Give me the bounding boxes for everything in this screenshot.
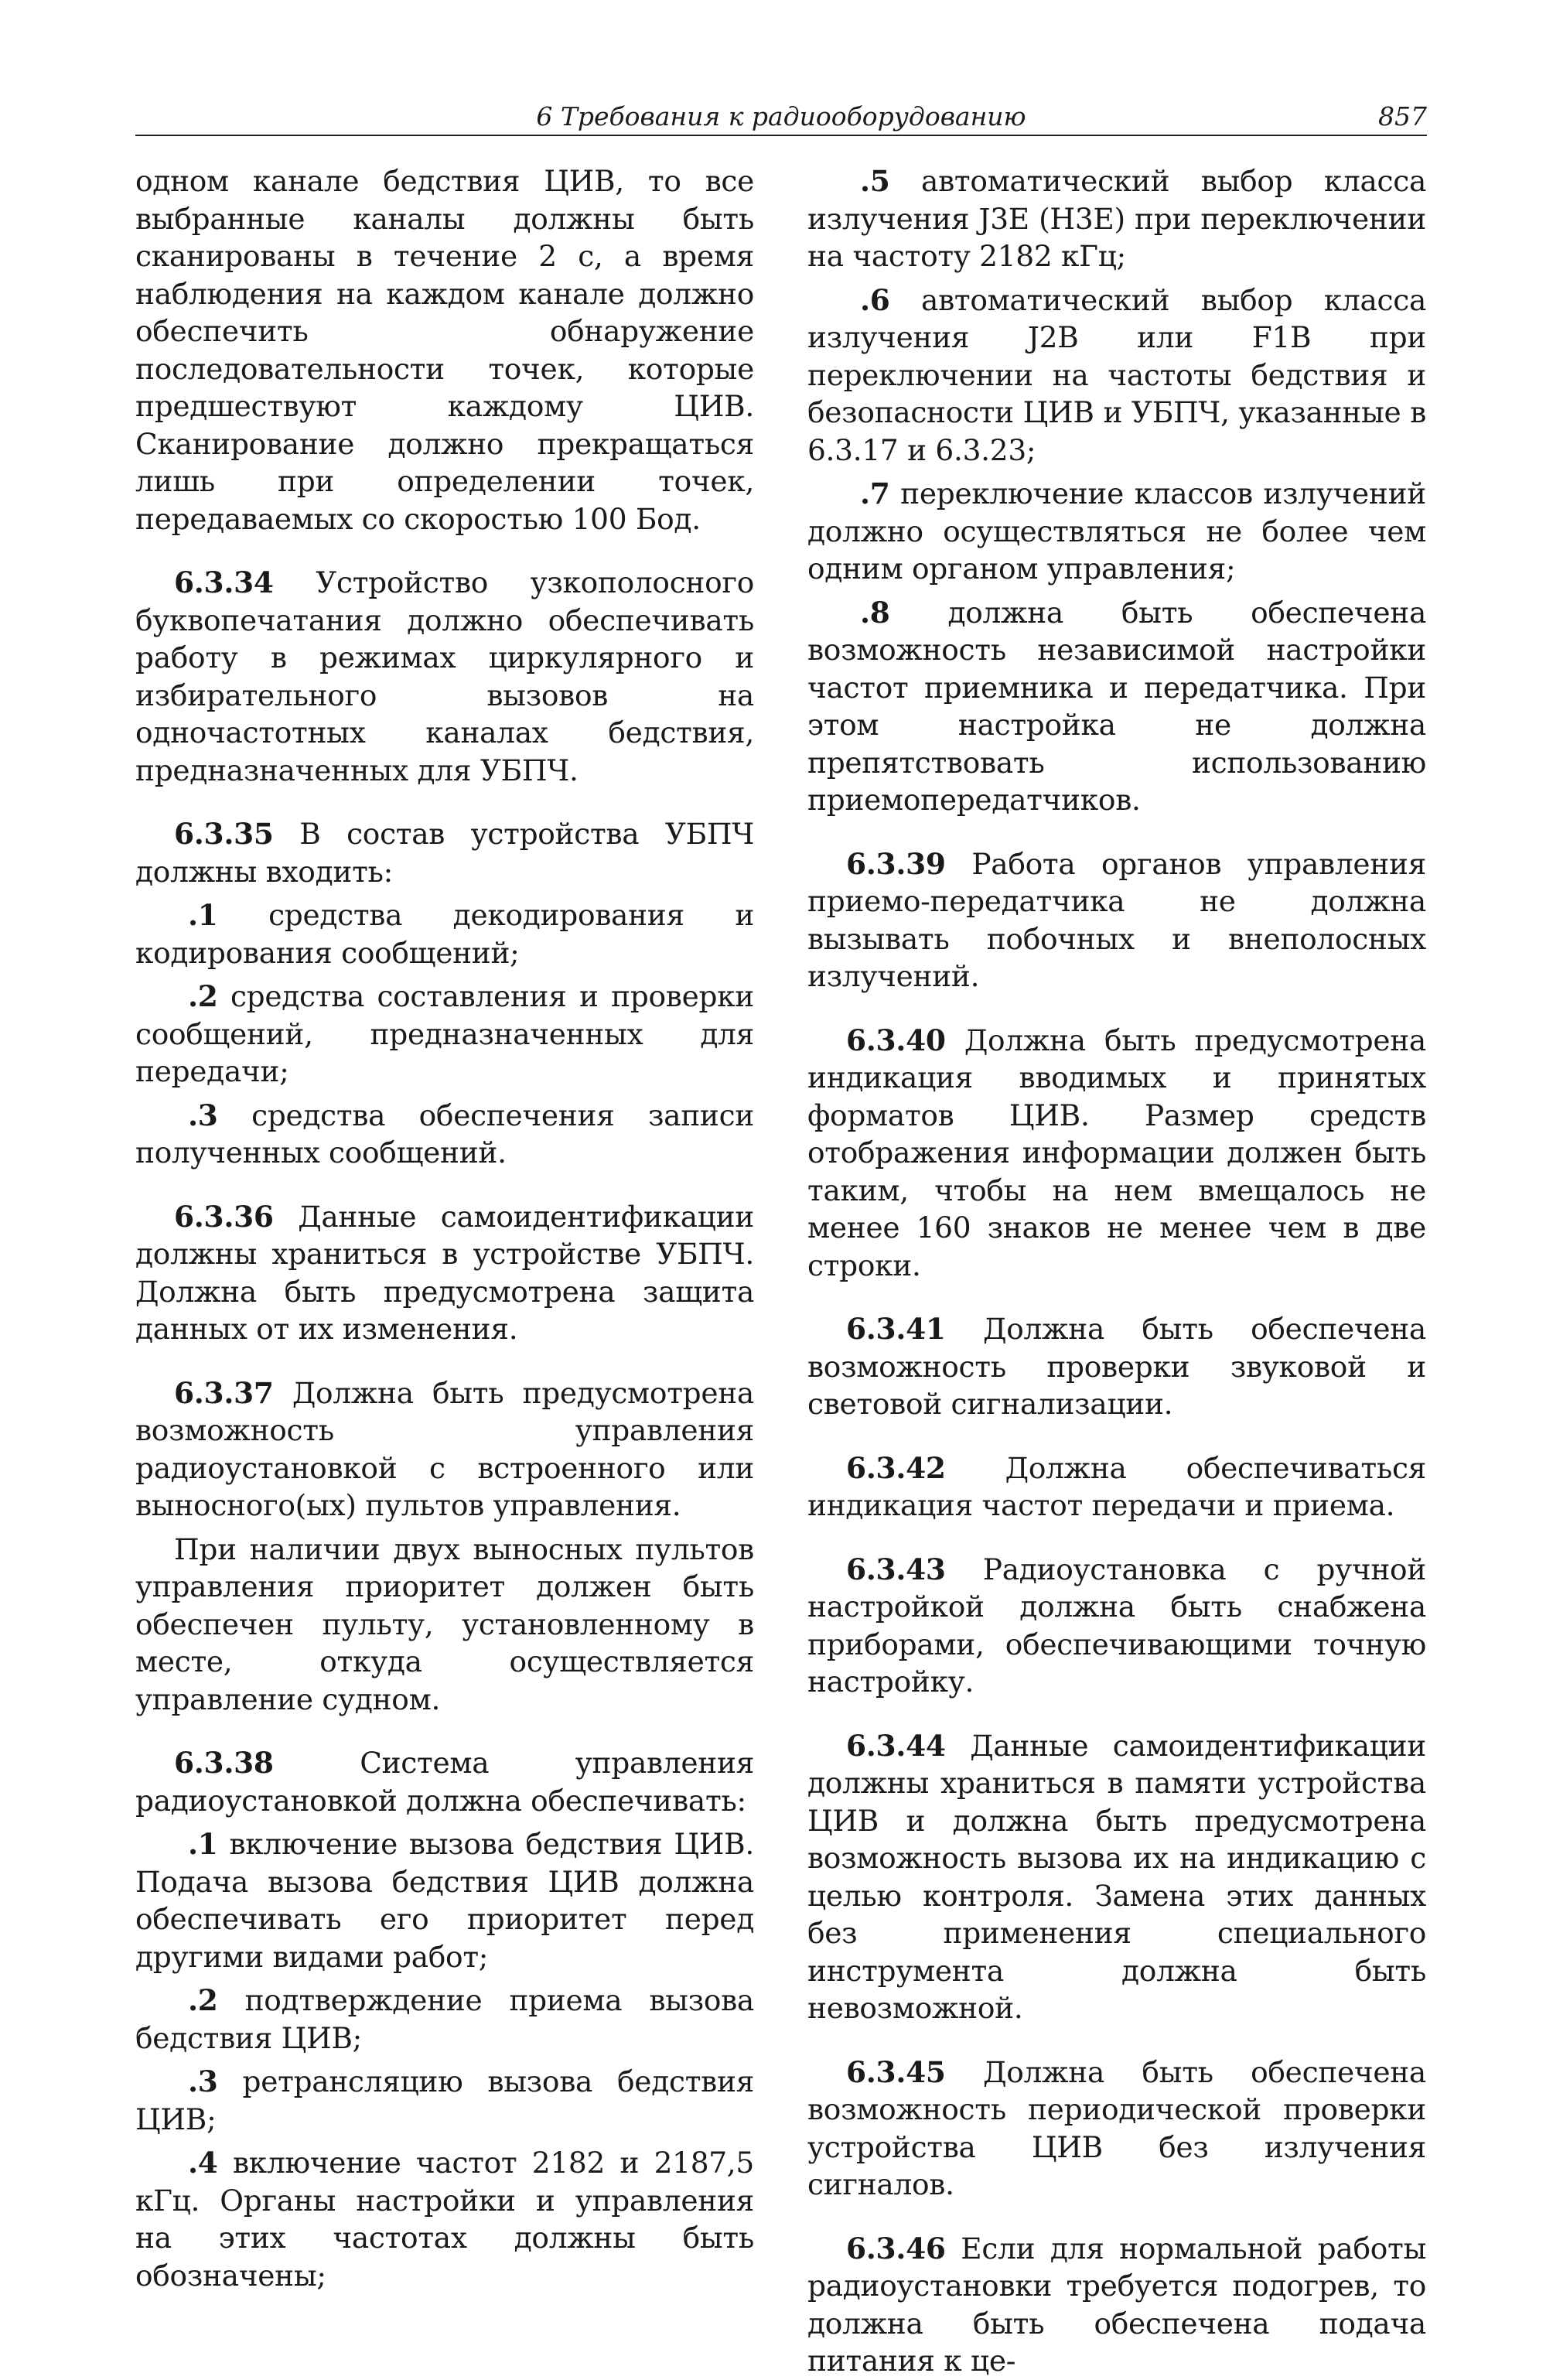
- clause-text: Данные самоидентификации должны храниться в памяти устройства ЦИВ и должна быть предусмотрена возможность вызова их на индикацию с целью контроля. Замена этих данных без применения специального инструмента должна быть невозможной.: [807, 1728, 1427, 2025]
- item-text: подтверждение приема вызова бедствия ЦИВ;: [135, 1983, 754, 2055]
- clause-text: Должна быть предусмотрена возможность управления радиоустановкой с встроенного или выносного(ых) пультов управления.: [135, 1375, 754, 1522]
- clause-6-3-46: [807, 2230, 1426, 2380]
- clause-6-3-38: [135, 1744, 754, 1819]
- paragraph-text: одном канале бедствия ЦИВ, то все выбранные каналы должны быть сканированы в течение 2 с, а время наблюдения на каждом канале должно обеспечить обнаружение последовательности точек, которые предшествуют каждому ЦИВ. Сканирование должно прекращаться лишь при определении точек, передаваемых со скоростью 100 Бод.: [135, 164, 754, 536]
- clause-number: 6.3.36: [174, 1199, 274, 1234]
- item-number: .8: [860, 595, 890, 630]
- clause-6-3-45: [807, 2054, 1426, 2204]
- clause-number: 6.3.34: [174, 565, 274, 599]
- item-text: переключение классов излучений должно осуществляться не более чем одним органом управления;: [807, 476, 1426, 586]
- item-text: автоматический выбор класса излучения J3E (H3E) при переключении на частоту 2182 кГц;: [807, 164, 1427, 273]
- clause-number: 6.3.39: [846, 846, 946, 881]
- clause-number: 6.3.46: [846, 2231, 946, 2266]
- list-item: [135, 1982, 754, 2057]
- item-number: .7: [860, 476, 890, 510]
- paragraph-text: При наличии двух выносных пультов управления приоритет должен быть обеспечен пульту, установленному в месте, откуда осуществляется управление судном.: [135, 1531, 754, 1716]
- clause-number: 6.3.35: [174, 817, 274, 851]
- clause-number: 6.3.42: [846, 1450, 946, 1485]
- clause-6-3-34: [135, 564, 754, 789]
- item-text: должна быть обеспечена возможность независимой настройки частот приемника и передатчика. При этом настройка не должна препятствовать использованию приемопередатчиков.: [807, 595, 1426, 817]
- item-text: включение вызова бедствия ЦИВ. Подача вызова бедствия ЦИВ должна обеспечивать его приоритет перед другими видами работ;: [135, 1827, 755, 1974]
- item-number: .4: [188, 2146, 218, 2180]
- clause-number: 6.3.41: [846, 1312, 946, 1346]
- clause-number: 6.3.43: [846, 1552, 946, 1586]
- clause-6-3-36: [135, 1198, 754, 1348]
- item-number: .1: [188, 898, 218, 932]
- running-header-title: 6 Требования к радиооборудованию: [536, 101, 1026, 131]
- clause-6-3-37: [135, 1374, 754, 1525]
- item-text: средства декодирования и кодирования сообщений;: [135, 898, 755, 970]
- item-text: автоматический выбор класса излучения J2B или F1B при переключении на частоты бедствия и безопасности ЦИВ и УБПЧ, указанные в 6.3.17 и 6.3.23;: [807, 282, 1427, 467]
- clause-number: 6.3.45: [846, 2054, 946, 2089]
- list-item: [135, 2063, 754, 2138]
- item-number: .5: [860, 164, 890, 198]
- right-column: [807, 162, 1426, 2380]
- clause-text: Устройство узкополосного буквопечатания должно обеспечивать работу в режимах циркулярного и избирательного вызовов на одночастотных каналах бедствия, предназначенных для УБПЧ.: [135, 565, 754, 787]
- list-item: [135, 896, 754, 971]
- list-item: [807, 594, 1426, 819]
- item-number: .2: [188, 1983, 218, 2017]
- clause-number: 6.3.37: [174, 1375, 274, 1410]
- item-text: ретрансляцию вызова бедствия ЦИВ;: [135, 2064, 755, 2136]
- list-item: [135, 978, 754, 1091]
- page-number: 857: [1378, 101, 1427, 131]
- paragraph: [135, 1531, 754, 1719]
- clause-6-3-42: [807, 1450, 1426, 1525]
- clause-text: Система управления радиоустановкой должна обеспечивать:: [135, 1746, 754, 1818]
- running-header: [135, 99, 1427, 136]
- clause-text: Работа органов управления приемо-передатчика не должна вызывать побочных и внеполосных излучений.: [807, 846, 1426, 993]
- clause-text: В состав устройства УБПЧ должны входить:: [135, 817, 754, 889]
- item-number: .2: [188, 979, 218, 1013]
- list-item: [807, 282, 1426, 470]
- list-item: [135, 1825, 754, 1975]
- clause-6-3-41: [807, 1310, 1426, 1423]
- clause-text: Если для нормальной работы радиоустановки требуется подогрев, то должна быть обеспечена подача питания к це-: [807, 2231, 1426, 2378]
- clause-text: Должна быть обеспечена возможность проверки звуковой и световой сигнализации.: [807, 1312, 1426, 1421]
- clause-6-3-35: [135, 815, 754, 890]
- clause-6-3-44: [807, 1727, 1426, 2027]
- clause-text: Должна обеспечиваться индикация частот передачи и приема.: [807, 1450, 1426, 1522]
- item-number: .1: [188, 1827, 218, 1861]
- clause-6-3-39: [807, 845, 1426, 995]
- clause-6-3-43: [807, 1551, 1426, 1701]
- list-item: [807, 162, 1426, 275]
- list-item: [135, 1097, 754, 1172]
- clause-text: Радиоустановка с ручной настройкой должна быть снабжена приборами, обеспечивающими точную настройку.: [807, 1552, 1426, 1699]
- clause-text: Должна быть обеспечена возможность периодической проверки устройства ЦИВ без излучения сигналов.: [807, 2054, 1426, 2201]
- clause-text: Данные самоидентификации должны храниться в устройстве УБПЧ. Должна быть предусмотрена защита данных от их изменения.: [135, 1199, 755, 1346]
- clause-number: 6.3.40: [846, 1023, 946, 1057]
- clause-6-3-40: [807, 1022, 1426, 1285]
- left-column: [135, 162, 754, 2294]
- item-number: .3: [188, 1098, 218, 1132]
- item-text: средства обеспечения записи полученных сообщений.: [135, 1098, 754, 1170]
- clause-number: 6.3.44: [846, 1728, 946, 1763]
- item-text: включение частот 2182 и 2187,5 кГц. Органы настройки и управления на этих частотах должны быть обозначены;: [135, 2146, 754, 2293]
- item-number: .6: [860, 282, 890, 317]
- paragraph: [135, 162, 754, 538]
- list-item: [807, 475, 1426, 588]
- clause-text: Должна быть предусмотрена индикация вводимых и принятых форматов ЦИВ. Размер средств отображения информации должен быть таким, чтобы на нем вмещалось не менее 160 знаков не менее чем в две строки.: [807, 1023, 1426, 1282]
- list-item: [135, 2144, 754, 2294]
- item-number: .3: [188, 2064, 218, 2098]
- item-text: средства составления и проверки сообщений, предназначенных для передачи;: [135, 979, 754, 1088]
- clause-number: 6.3.38: [174, 1746, 274, 1780]
